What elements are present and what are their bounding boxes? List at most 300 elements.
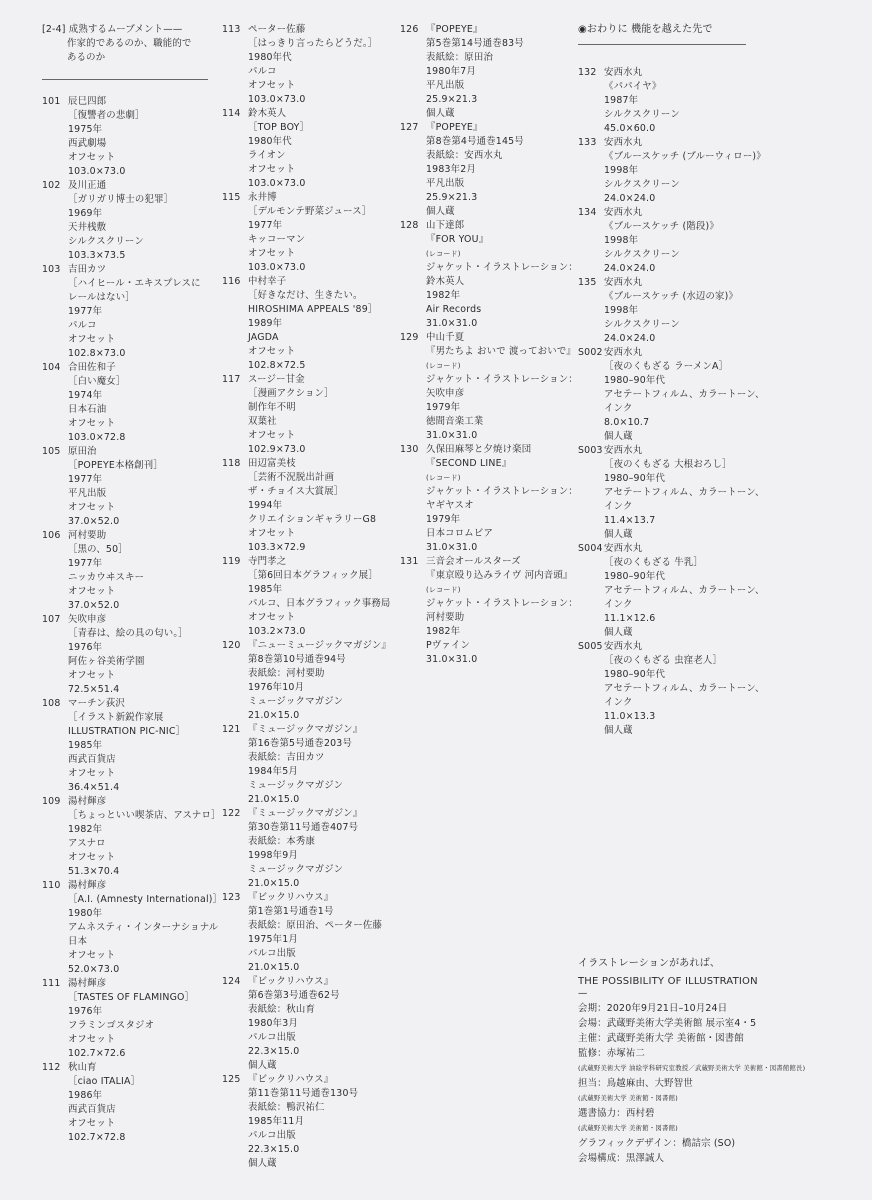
entry-detail-line bbox=[400, 429, 570, 443]
entry-detail-line bbox=[42, 1117, 210, 1131]
entry-detail-line bbox=[400, 93, 570, 107]
entry-text: パルコ、日本グラフィック事務局 bbox=[248, 598, 391, 609]
entry-detail-line bbox=[42, 739, 210, 753]
entry-text: 原田治 bbox=[68, 446, 97, 457]
entry-text: 21.0×15.0 bbox=[248, 962, 300, 973]
entry-text: 安西水丸 bbox=[604, 347, 643, 358]
entry-text: パルコ出版 bbox=[248, 1032, 296, 1043]
entry-text: 双葉社 bbox=[248, 416, 277, 427]
entry-detail-line bbox=[578, 178, 758, 192]
entry-detail-line bbox=[42, 711, 210, 725]
entry-detail-line bbox=[222, 93, 382, 107]
entry-text: 1982年 bbox=[68, 824, 103, 835]
entry-detail-line bbox=[42, 333, 210, 347]
entry-detail-line bbox=[222, 989, 382, 1003]
entry-text: ［A.I. (Amnesty International)］ bbox=[68, 894, 223, 905]
entry-text: 《ブルースケッチ (水辺の家)》 bbox=[604, 291, 739, 302]
entry-text: インク bbox=[604, 403, 633, 414]
entry-detail-line bbox=[578, 374, 758, 388]
entry-text: 103.2×73.0 bbox=[248, 626, 306, 637]
catalogue-entry bbox=[400, 219, 578, 331]
entry-first-line bbox=[42, 613, 210, 627]
entry-detail-line bbox=[222, 233, 382, 247]
entry-text: 平凡出版 bbox=[68, 488, 107, 499]
entry-number: 108 bbox=[42, 698, 61, 709]
entry-detail-line bbox=[42, 123, 210, 137]
catalogue-entry bbox=[222, 723, 382, 807]
entry-text: ［漫画アクション］ bbox=[248, 388, 334, 399]
entry-text: パルコ出版 bbox=[248, 948, 296, 959]
entry-detail-line bbox=[222, 765, 382, 779]
entry-detail-line bbox=[42, 137, 210, 151]
entry-text: 個人蔵 bbox=[426, 108, 455, 119]
entry-text: 辰巳四郎 bbox=[68, 96, 107, 107]
entry-text: 表紙絵：吉田カツ bbox=[248, 752, 325, 763]
entry-number: 127 bbox=[400, 122, 419, 133]
entry-detail-line bbox=[222, 1003, 382, 1017]
entry-text: 21.0×15.0 bbox=[248, 878, 300, 889]
entry-detail-line bbox=[578, 416, 758, 430]
entry-detail-line bbox=[222, 835, 382, 849]
entry-detail-line bbox=[42, 165, 210, 179]
catalogue-entry bbox=[42, 529, 210, 613]
entry-detail-line bbox=[222, 177, 382, 191]
entry-text: オフセット bbox=[68, 950, 116, 961]
entry-detail-line bbox=[42, 935, 210, 949]
entry-detail-line bbox=[222, 597, 391, 611]
entry-number: 122 bbox=[222, 808, 241, 819]
entry-detail-line bbox=[42, 487, 210, 501]
entry-detail-line bbox=[578, 332, 758, 346]
entry-detail-line bbox=[578, 514, 758, 528]
exhibition-title-ja: イラストレーションがあれば、 bbox=[578, 958, 721, 969]
entry-text: シルクスクリーン bbox=[604, 249, 680, 260]
entry-text: オフセット bbox=[68, 852, 116, 863]
entry-first-line bbox=[222, 975, 382, 989]
entry-detail-line bbox=[400, 541, 570, 555]
entry-detail-line bbox=[222, 149, 382, 163]
entry-text: 及川正通 bbox=[68, 180, 107, 191]
entry-detail-line bbox=[42, 781, 210, 795]
entry-text: 日本 bbox=[68, 936, 88, 947]
entry-detail-line bbox=[578, 122, 758, 136]
entry-detail-line bbox=[222, 513, 382, 527]
entry-detail-line bbox=[400, 275, 570, 289]
entry-detail-line bbox=[578, 486, 765, 500]
entry-text: キッコーマン bbox=[248, 234, 306, 245]
entry-text: 表紙絵：本秀康 bbox=[248, 836, 316, 847]
entry-text: ［夜のくもざる ラーメンA］ bbox=[604, 361, 729, 372]
entry-first-line bbox=[400, 555, 570, 569]
entry-text: (レコード) bbox=[426, 362, 461, 370]
entry-text: JAGDA bbox=[248, 332, 279, 343]
catalogue-entry bbox=[222, 1073, 382, 1171]
entry-text: 103.3×73.5 bbox=[68, 250, 126, 261]
entry-detail-line bbox=[222, 443, 382, 457]
entry-text: 11.0×13.3 bbox=[604, 711, 656, 722]
entry-text: アムネスティ・インターナショナル bbox=[68, 922, 219, 933]
entry-text: オフセット bbox=[68, 152, 116, 163]
entry-text: 1979年 bbox=[426, 402, 461, 413]
entry-first-line bbox=[222, 891, 382, 905]
entry-detail-line bbox=[400, 513, 570, 527]
entry-text: アセテートフィルム、カラートーン、 bbox=[604, 683, 765, 694]
entry-text: 1980年代 bbox=[248, 136, 292, 147]
entry-detail-line bbox=[222, 121, 382, 135]
entry-detail-line bbox=[578, 626, 758, 640]
entry-detail-line bbox=[400, 611, 570, 625]
entry-text: 表紙絵：安西水丸 bbox=[426, 150, 503, 161]
entry-text: 西武百貨店 bbox=[68, 1104, 116, 1115]
section-header-line: 作家的であるのか、職能的で bbox=[67, 38, 192, 49]
entry-text: 『ミュージックマガジン』 bbox=[248, 724, 363, 735]
entry-text: オフセット bbox=[68, 1118, 116, 1129]
entry-text: 1977年 bbox=[68, 306, 103, 317]
entry-text: 1989年 bbox=[248, 318, 283, 329]
entry-text: 合田佐和子 bbox=[68, 362, 116, 373]
entry-text: 第6巻第3号通巻62号 bbox=[248, 990, 340, 1001]
colophon-line: 会期：2020年9月21日–10月24日 bbox=[578, 1003, 728, 1014]
entry-detail-line bbox=[222, 429, 382, 443]
entry-text: ［はっきり言ったらどうだ。］ bbox=[248, 38, 378, 49]
entry-text: 72.5×51.4 bbox=[68, 684, 120, 695]
catalogue-entry bbox=[42, 697, 210, 795]
entry-text: 『男たちよ おいで 渡っておいで』 bbox=[426, 346, 576, 357]
entry-text: 平凡出版 bbox=[426, 80, 465, 91]
entry-detail-line bbox=[400, 149, 570, 163]
entry-text: オフセット bbox=[68, 502, 116, 513]
entry-text: 1975年1月 bbox=[248, 934, 298, 945]
entry-detail-line bbox=[400, 401, 570, 415]
column-4 bbox=[578, 23, 766, 738]
entry-text: 第1巻第1号通巻1号 bbox=[248, 906, 334, 917]
entry-text: パルコ出版 bbox=[248, 1130, 296, 1141]
entry-text: 103.0×73.0 bbox=[248, 94, 306, 105]
entry-number: 130 bbox=[400, 444, 419, 455]
colophon-line: 主催：武蔵野美術大学 美術館・図書館 bbox=[578, 1033, 744, 1044]
entry-list bbox=[222, 23, 392, 1171]
entry-text: スージー甘金 bbox=[248, 374, 305, 385]
entry-text: 第8巻第10号通巻94号 bbox=[248, 654, 346, 665]
entry-text: 鈴木英人 bbox=[248, 108, 287, 119]
entry-detail-line bbox=[222, 905, 382, 919]
entry-number: 131 bbox=[400, 556, 419, 567]
entry-detail-line bbox=[42, 725, 210, 739]
entry-text: 31.0×31.0 bbox=[426, 430, 478, 441]
entry-detail-line bbox=[222, 1157, 382, 1171]
entry-text: 51.3×70.4 bbox=[68, 866, 120, 877]
entry-text: 102.9×73.0 bbox=[248, 444, 306, 455]
catalogue-entry bbox=[42, 1061, 210, 1145]
entry-text: 1980–90年代 bbox=[604, 375, 666, 386]
entry-number: 116 bbox=[222, 276, 241, 287]
entry-detail-line bbox=[400, 205, 570, 219]
entry-text: 103.0×72.8 bbox=[68, 432, 126, 443]
entry-detail-line bbox=[222, 247, 382, 261]
entry-detail-line bbox=[222, 583, 382, 597]
entry-detail-line bbox=[222, 695, 382, 709]
entry-detail-line bbox=[222, 681, 382, 695]
entry-text: 安西水丸 bbox=[604, 543, 643, 554]
entry-first-line bbox=[222, 23, 382, 37]
entry-text: 1998年 bbox=[604, 165, 639, 176]
entry-first-line bbox=[578, 66, 758, 80]
entry-detail-line bbox=[42, 249, 210, 263]
entry-detail-line bbox=[222, 331, 382, 345]
entry-text: 第30巻第11号通巻407号 bbox=[248, 822, 359, 833]
entry-detail-line bbox=[400, 107, 570, 121]
entry-detail-line bbox=[400, 387, 570, 401]
entry-detail-line bbox=[578, 668, 758, 682]
entry-first-line bbox=[400, 331, 570, 345]
entry-detail-line bbox=[42, 305, 210, 319]
section-header bbox=[42, 23, 210, 65]
entry-text: 安西水丸 bbox=[604, 641, 643, 652]
entry-first-line bbox=[222, 1073, 382, 1087]
entry-text: 中山千夏 bbox=[426, 332, 465, 343]
entry-detail-line bbox=[222, 345, 382, 359]
entry-text: ジャケット・イラストレーション： bbox=[426, 262, 578, 273]
entry-detail-line bbox=[222, 289, 382, 303]
entry-text: オフセット bbox=[248, 528, 296, 539]
entry-text: 1977年 bbox=[68, 474, 103, 485]
entry-number: 124 bbox=[222, 976, 241, 987]
entry-text: 45.0×60.0 bbox=[604, 123, 656, 134]
entry-text: 11.1×12.6 bbox=[604, 613, 656, 624]
entry-detail-line bbox=[222, 65, 382, 79]
entry-text: 1998年 bbox=[604, 305, 639, 316]
entry-detail-line bbox=[42, 501, 210, 515]
entry-number: 105 bbox=[42, 446, 61, 457]
entry-text: 1976年 bbox=[68, 642, 103, 653]
catalogue-entry bbox=[42, 795, 221, 879]
entry-text: パルコ bbox=[68, 320, 97, 331]
entry-text: フラミンゴスタジオ bbox=[68, 1020, 155, 1031]
entry-text: 日本コロムビア bbox=[426, 528, 494, 539]
entry-detail-line bbox=[222, 471, 382, 485]
entry-text: ［ハイヒール・エキスプレスに bbox=[68, 278, 201, 289]
catalogue-entry bbox=[222, 191, 382, 275]
entry-text: ［デルモンテ野菜ジュース］ bbox=[248, 206, 372, 217]
entry-text: 天井桟敷 bbox=[68, 222, 107, 233]
entry-text: ［夜のくもざる 大根おろし］ bbox=[604, 459, 732, 470]
entry-detail-line bbox=[42, 193, 210, 207]
entry-detail-line bbox=[400, 653, 570, 667]
entry-number: 114 bbox=[222, 108, 241, 119]
entry-first-line bbox=[400, 219, 570, 233]
entry-detail-line bbox=[42, 865, 210, 879]
catalogue-entry bbox=[578, 276, 758, 346]
entry-detail-line bbox=[222, 1101, 382, 1115]
entry-text: 制作年不明 bbox=[248, 402, 296, 413]
entry-text: 22.3×15.0 bbox=[248, 1046, 300, 1057]
entry-text: 個人蔵 bbox=[248, 1158, 277, 1169]
entry-number: 132 bbox=[578, 67, 597, 78]
entry-text: 久保田麻琴と夕焼け楽団 bbox=[426, 444, 532, 455]
entry-text: 『POPEYE』 bbox=[426, 24, 483, 35]
entry-detail-line bbox=[222, 387, 382, 401]
catalogue-entry bbox=[222, 807, 382, 891]
entry-detail-line bbox=[578, 556, 758, 570]
entry-first-line bbox=[578, 346, 758, 360]
entry-number: S004 bbox=[578, 543, 603, 554]
entry-first-line bbox=[222, 275, 382, 289]
entry-detail-line bbox=[578, 234, 758, 248]
entry-text: 日本石油 bbox=[68, 404, 107, 415]
entry-first-line bbox=[578, 542, 758, 556]
entry-detail-line bbox=[578, 248, 758, 262]
entry-text: オフセット bbox=[68, 1034, 116, 1045]
entry-detail-line bbox=[578, 430, 758, 444]
entry-first-line bbox=[42, 879, 210, 893]
entry-detail-line bbox=[400, 247, 570, 261]
entry-first-line bbox=[578, 276, 758, 290]
entry-detail-line bbox=[400, 289, 570, 303]
entry-first-line bbox=[42, 263, 210, 277]
entry-detail-line bbox=[42, 809, 221, 823]
entry-detail-line bbox=[42, 473, 210, 487]
entry-text: パルコ bbox=[248, 66, 277, 77]
entry-text: オフセット bbox=[248, 346, 296, 357]
entry-detail-line bbox=[400, 597, 578, 611]
entry-detail-line bbox=[42, 221, 210, 235]
entry-detail-line bbox=[400, 485, 578, 499]
entry-detail-line bbox=[222, 1129, 382, 1143]
entry-text: シルクスクリーン bbox=[604, 319, 680, 330]
entry-text: 『POPEYE』 bbox=[426, 122, 483, 133]
catalogue-entry bbox=[42, 263, 210, 361]
entry-detail-line bbox=[222, 317, 382, 331]
catalogue-entry bbox=[222, 373, 382, 457]
entry-text: 表紙絵：河村要助 bbox=[248, 668, 325, 679]
entry-text: インク bbox=[604, 501, 633, 512]
entry-detail-line bbox=[42, 837, 210, 851]
entry-first-line bbox=[42, 697, 210, 711]
catalogue-entry bbox=[400, 23, 570, 121]
catalogue-entry bbox=[42, 179, 210, 263]
entry-detail-line bbox=[222, 667, 382, 681]
entry-text: オフセット bbox=[248, 164, 296, 175]
entry-detail-line bbox=[222, 135, 382, 149]
entry-text: 第5巻第14号通巻83号 bbox=[426, 38, 524, 49]
entry-number: 126 bbox=[400, 24, 419, 35]
entry-detail-line bbox=[400, 499, 570, 513]
catalogue-entry bbox=[222, 275, 382, 373]
entry-text: 102.7×72.8 bbox=[68, 1132, 126, 1143]
catalogue-entry bbox=[42, 361, 210, 445]
colophon-note: (武蔵野美術大学 美術館・図書館) bbox=[578, 1094, 678, 1102]
entry-text: オフセット bbox=[248, 248, 296, 259]
entry-text: 『東京殴り込みライヴ 河内音頭』 bbox=[426, 570, 573, 581]
entry-detail-line bbox=[222, 611, 382, 625]
entry-detail-line bbox=[222, 947, 382, 961]
entry-text: 湯村輝彦 bbox=[68, 880, 107, 891]
entry-detail-line bbox=[42, 907, 210, 921]
entry-detail-line bbox=[222, 163, 382, 177]
entry-text: 西武劇場 bbox=[68, 138, 107, 149]
entry-text: 山下達郎 bbox=[426, 220, 465, 231]
entry-detail-line bbox=[222, 569, 382, 583]
entry-number: S002 bbox=[578, 347, 603, 358]
entry-detail-line bbox=[222, 303, 382, 317]
entry-number: 115 bbox=[222, 192, 241, 203]
entry-text: 25.9×21.3 bbox=[426, 192, 478, 203]
entry-detail-line bbox=[42, 767, 210, 781]
catalogue-entry bbox=[578, 542, 765, 640]
entry-number: 113 bbox=[222, 24, 241, 35]
entry-detail-line bbox=[222, 219, 382, 233]
entry-text: ニッカウヰスキー bbox=[68, 572, 145, 583]
entry-text: ［TOP BOY］ bbox=[248, 122, 310, 133]
entry-detail-line bbox=[222, 415, 382, 429]
entry-text: 中村幸子 bbox=[248, 276, 287, 287]
catalogue-entry bbox=[578, 640, 765, 738]
entry-detail-line bbox=[42, 991, 210, 1005]
entry-detail-line bbox=[222, 1059, 382, 1073]
catalogue-entry bbox=[222, 639, 392, 723]
entry-detail-line bbox=[222, 863, 382, 877]
entry-detail-line bbox=[222, 625, 382, 639]
entry-number: 129 bbox=[400, 332, 419, 343]
entry-text: ヤギヤスオ bbox=[426, 500, 474, 511]
entry-detail-line bbox=[578, 696, 758, 710]
entry-text: 8.0×10.7 bbox=[604, 417, 650, 428]
entry-detail-line bbox=[400, 569, 573, 583]
entry-detail-line bbox=[400, 639, 570, 653]
entry-detail-line bbox=[222, 1115, 382, 1129]
entry-first-line bbox=[222, 555, 382, 569]
entry-text: (レコード) bbox=[426, 474, 461, 482]
entry-detail-line bbox=[222, 877, 382, 891]
entry-detail-line bbox=[42, 151, 210, 165]
entry-number: 104 bbox=[42, 362, 61, 373]
entry-text: クリエイションギャラリーG8 bbox=[248, 514, 377, 525]
entry-text: 103.0×73.0 bbox=[248, 262, 306, 273]
entry-detail-line bbox=[400, 163, 570, 177]
colophon-line: 監修：赤塚祐二 bbox=[578, 1048, 646, 1059]
entry-text: アセテートフィルム、カラートーン、 bbox=[604, 487, 765, 498]
entry-text: 1982年 bbox=[426, 290, 461, 301]
entry-detail-line bbox=[578, 150, 766, 164]
entry-text: 個人蔵 bbox=[604, 627, 633, 638]
entry-first-line bbox=[400, 23, 570, 37]
catalogue-entry bbox=[42, 95, 210, 179]
entry-number: S005 bbox=[578, 641, 603, 652]
entry-number: 109 bbox=[42, 796, 61, 807]
entry-detail-line bbox=[578, 80, 758, 94]
entry-detail-line bbox=[400, 457, 570, 471]
entry-detail-line bbox=[42, 1089, 210, 1103]
column-2 bbox=[222, 23, 392, 1171]
entry-detail-line bbox=[400, 373, 578, 387]
colophon-line: 会場構成：黒澤誠人 bbox=[578, 1153, 665, 1164]
entry-text: 1980–90年代 bbox=[604, 669, 666, 680]
entry-first-line bbox=[222, 639, 392, 653]
entry-text: オフセット bbox=[68, 670, 116, 681]
entry-detail-line bbox=[578, 360, 758, 374]
entry-detail-line bbox=[42, 557, 210, 571]
entry-detail-line bbox=[222, 751, 382, 765]
entry-detail-line bbox=[42, 207, 210, 221]
entry-text: 1985年11月 bbox=[248, 1116, 305, 1127]
entry-text: ［ガリガリ博士の犯罪］ bbox=[68, 194, 174, 205]
entry-number: 107 bbox=[42, 614, 61, 625]
catalogue-entry bbox=[42, 613, 210, 697]
entry-detail-line bbox=[222, 1017, 382, 1031]
entry-text: 平凡出版 bbox=[426, 178, 465, 189]
entry-text: 『ミュージックマガジン』 bbox=[248, 808, 363, 819]
entry-text: ［イラスト新鋭作家展 bbox=[68, 712, 164, 723]
